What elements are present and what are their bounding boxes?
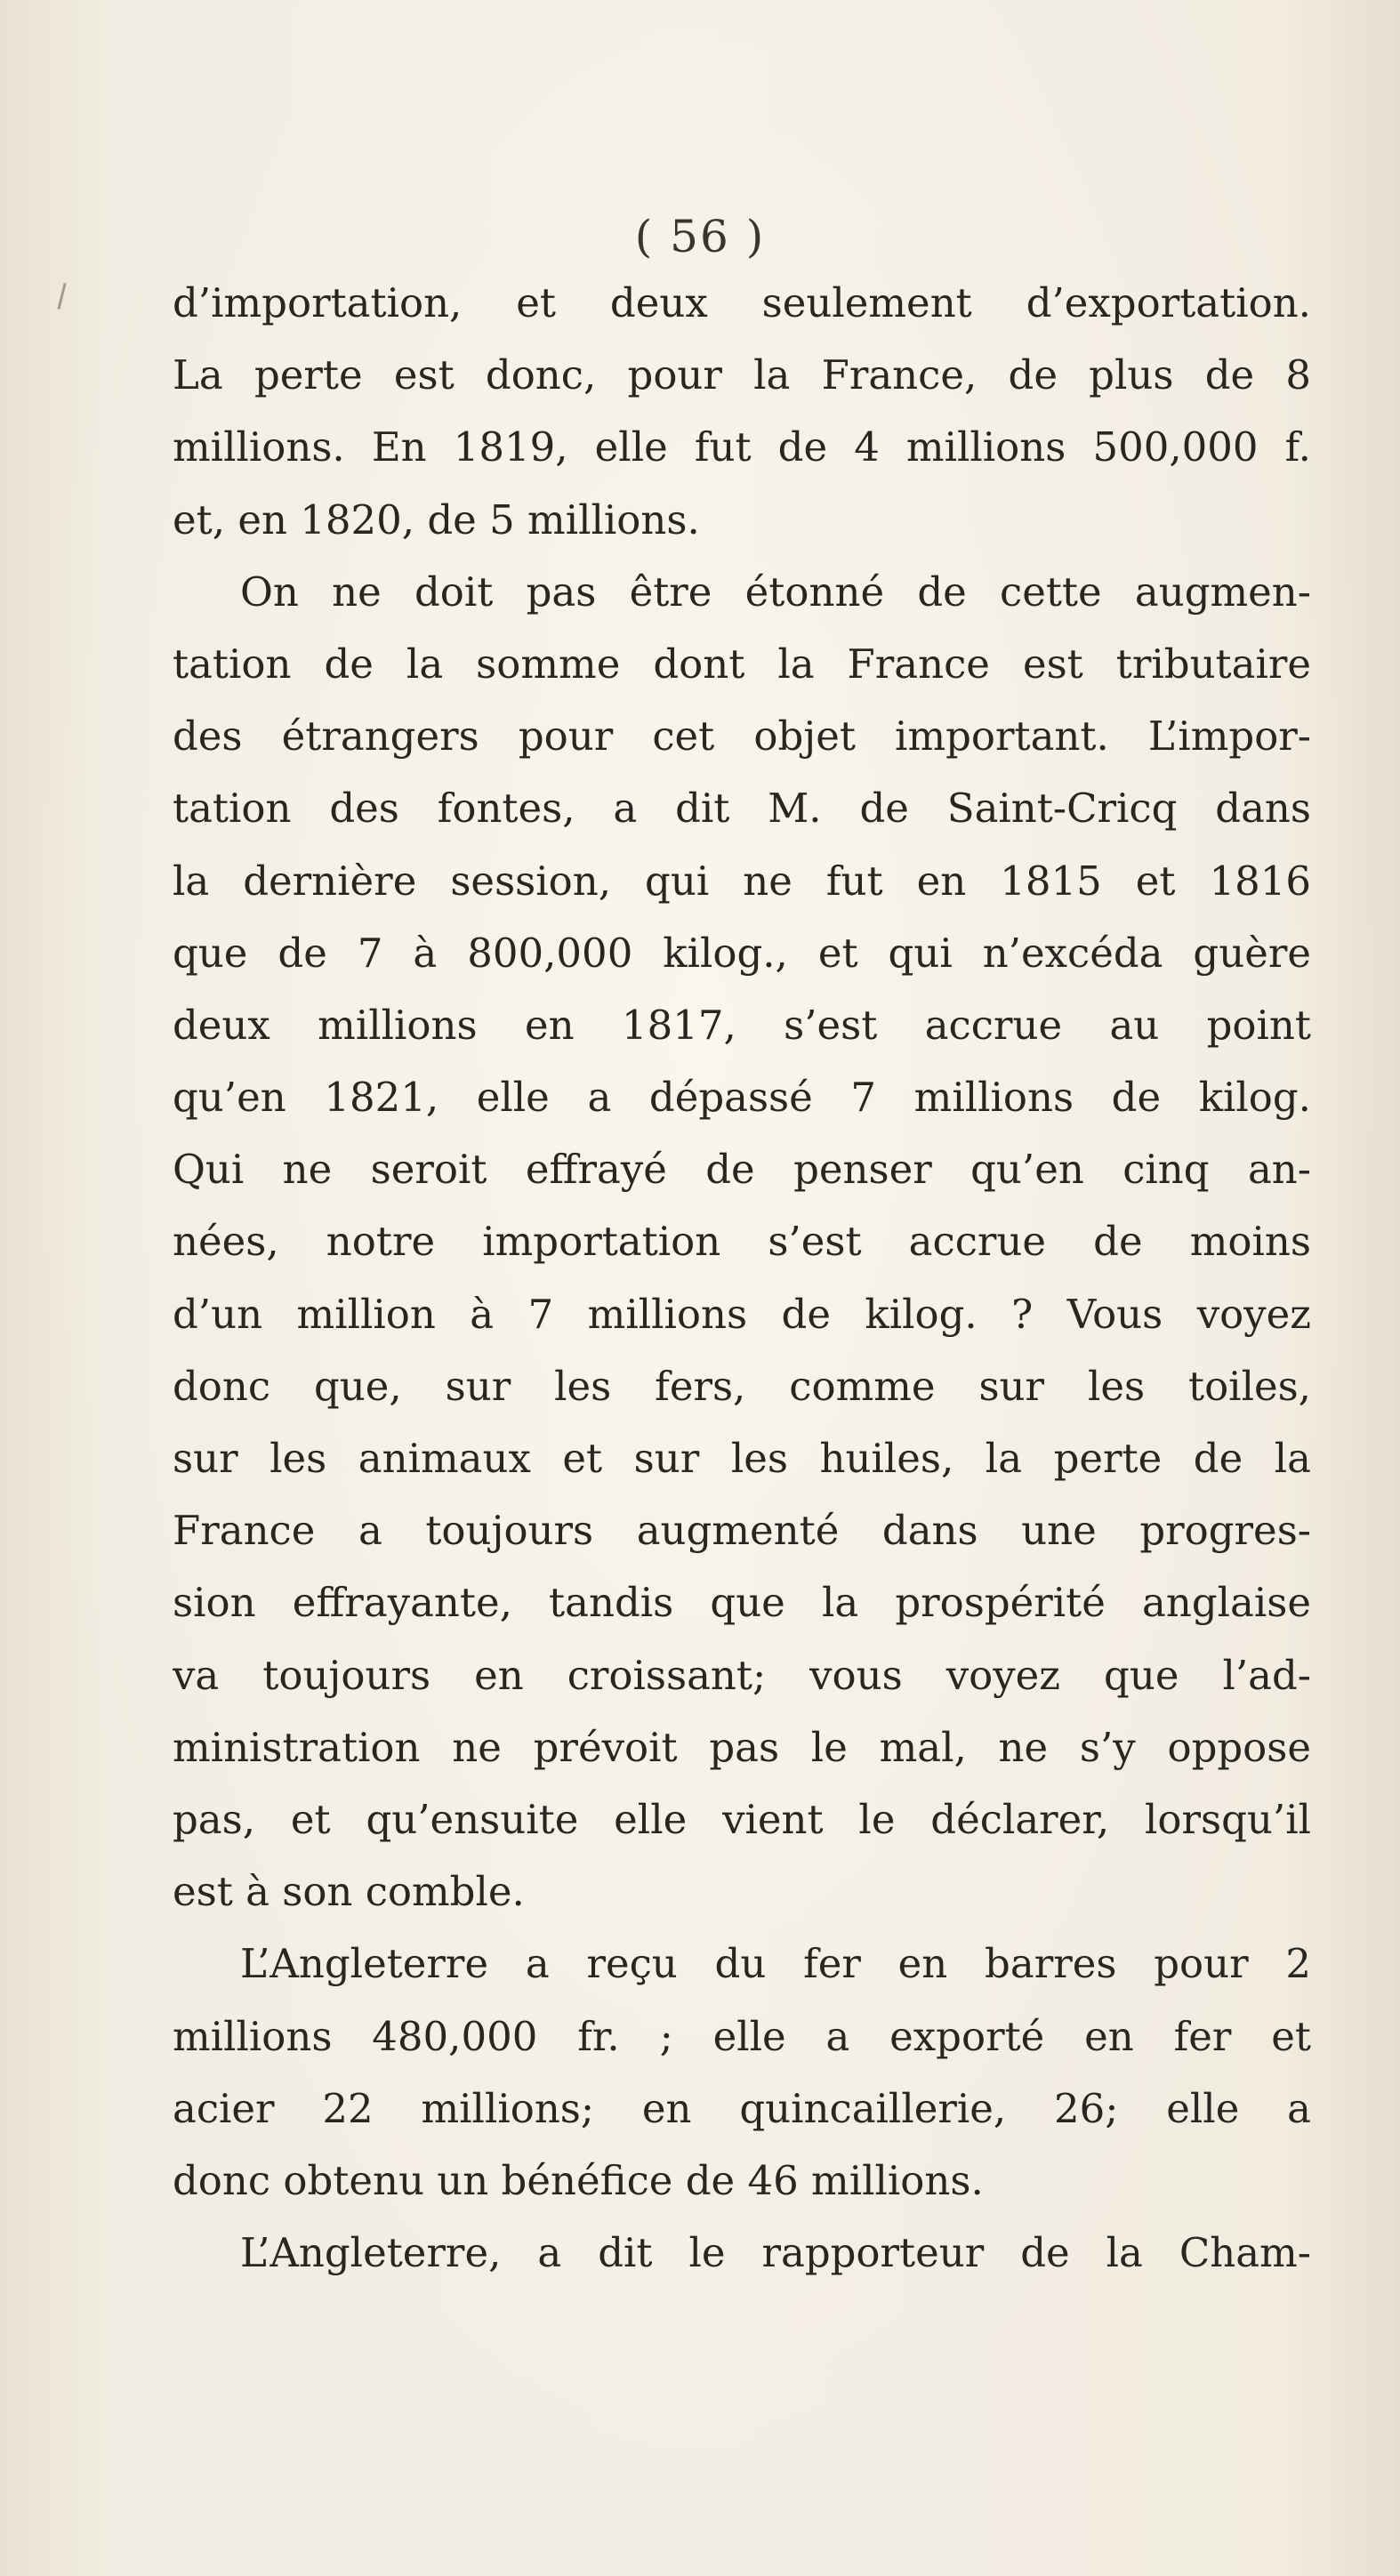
text-line: millions. En 1819, elle fut de 4 millions 500,000 f.	[173, 423, 1311, 471]
text-line: donc que, sur les fers, comme sur les toiles,	[173, 1362, 1311, 1410]
text-line: Qui ne seroit effrayé de penser qu’en cinq an-	[173, 1146, 1311, 1194]
text-line: d’un million à 7 millions de kilog. ? Vous voyez	[173, 1290, 1311, 1338]
text-line: la dernière session, qui ne fut en 1815 et 1816	[173, 857, 1311, 905]
text-line: est à son comble.	[173, 1868, 525, 1916]
text-line: La perte est donc, pour la France, de plus de 8	[173, 351, 1311, 399]
text-line: va toujours en croissant; vous voyez que l’ad-	[173, 1651, 1311, 1699]
text-line: sur les animaux et sur les huiles, la perte de la	[173, 1435, 1311, 1482]
text-line: L’Angleterre, a dit le rapporteur de la Cham-	[240, 2229, 1311, 2277]
page-number: ( 56 )	[634, 211, 766, 262]
text-line: des étrangers pour cet objet important. L’impor-	[173, 712, 1311, 761]
text-line: nées, notre importation s’est accrue de moins	[173, 1218, 1311, 1266]
text-line: France a toujours augmenté dans une progres-	[173, 1507, 1311, 1555]
margin-pencil-mark	[57, 283, 66, 310]
text-line: millions 480,000 fr. ; elle a exporté en fer et	[173, 2012, 1311, 2060]
text-line: d’importation, et deux seulement d’exportation.	[173, 279, 1311, 326]
text-line: deux millions en 1817, s’est accrue au point	[173, 1001, 1311, 1049]
text-line: sion effrayante, tandis que la prospérité anglaise	[173, 1579, 1311, 1627]
text-line: tation des fontes, a dit M. de Saint-Cricq dans	[173, 785, 1311, 833]
body-text	[173, 267, 1311, 2289]
text-line: que de 7 à 800,000 kilog., et qui n’excéda guère	[173, 929, 1311, 977]
text-line: tation de la somme dont la France est tributaire	[173, 640, 1311, 688]
text-line: donc obtenu un bénéfice de 46 millions.	[173, 2156, 984, 2204]
text-line: ministration ne prévoit pas le mal, ne s’y oppose	[173, 1723, 1311, 1771]
text-line: acier 22 millions; en quincaillerie, 26; elle a	[173, 2084, 1311, 2132]
text-line: L’Angleterre a reçu du fer en barres pour 2	[240, 1940, 1311, 1988]
text-line: pas, et qu’ensuite elle vient le déclarer, lorsqu’il	[173, 1795, 1311, 1843]
text-line: On ne doit pas être étonné de cette augmen-	[240, 568, 1311, 616]
text-line: qu’en 1821, elle a dépassé 7 millions de kilog.	[173, 1074, 1311, 1122]
text-line: et, en 1820, de 5 millions.	[173, 495, 700, 543]
